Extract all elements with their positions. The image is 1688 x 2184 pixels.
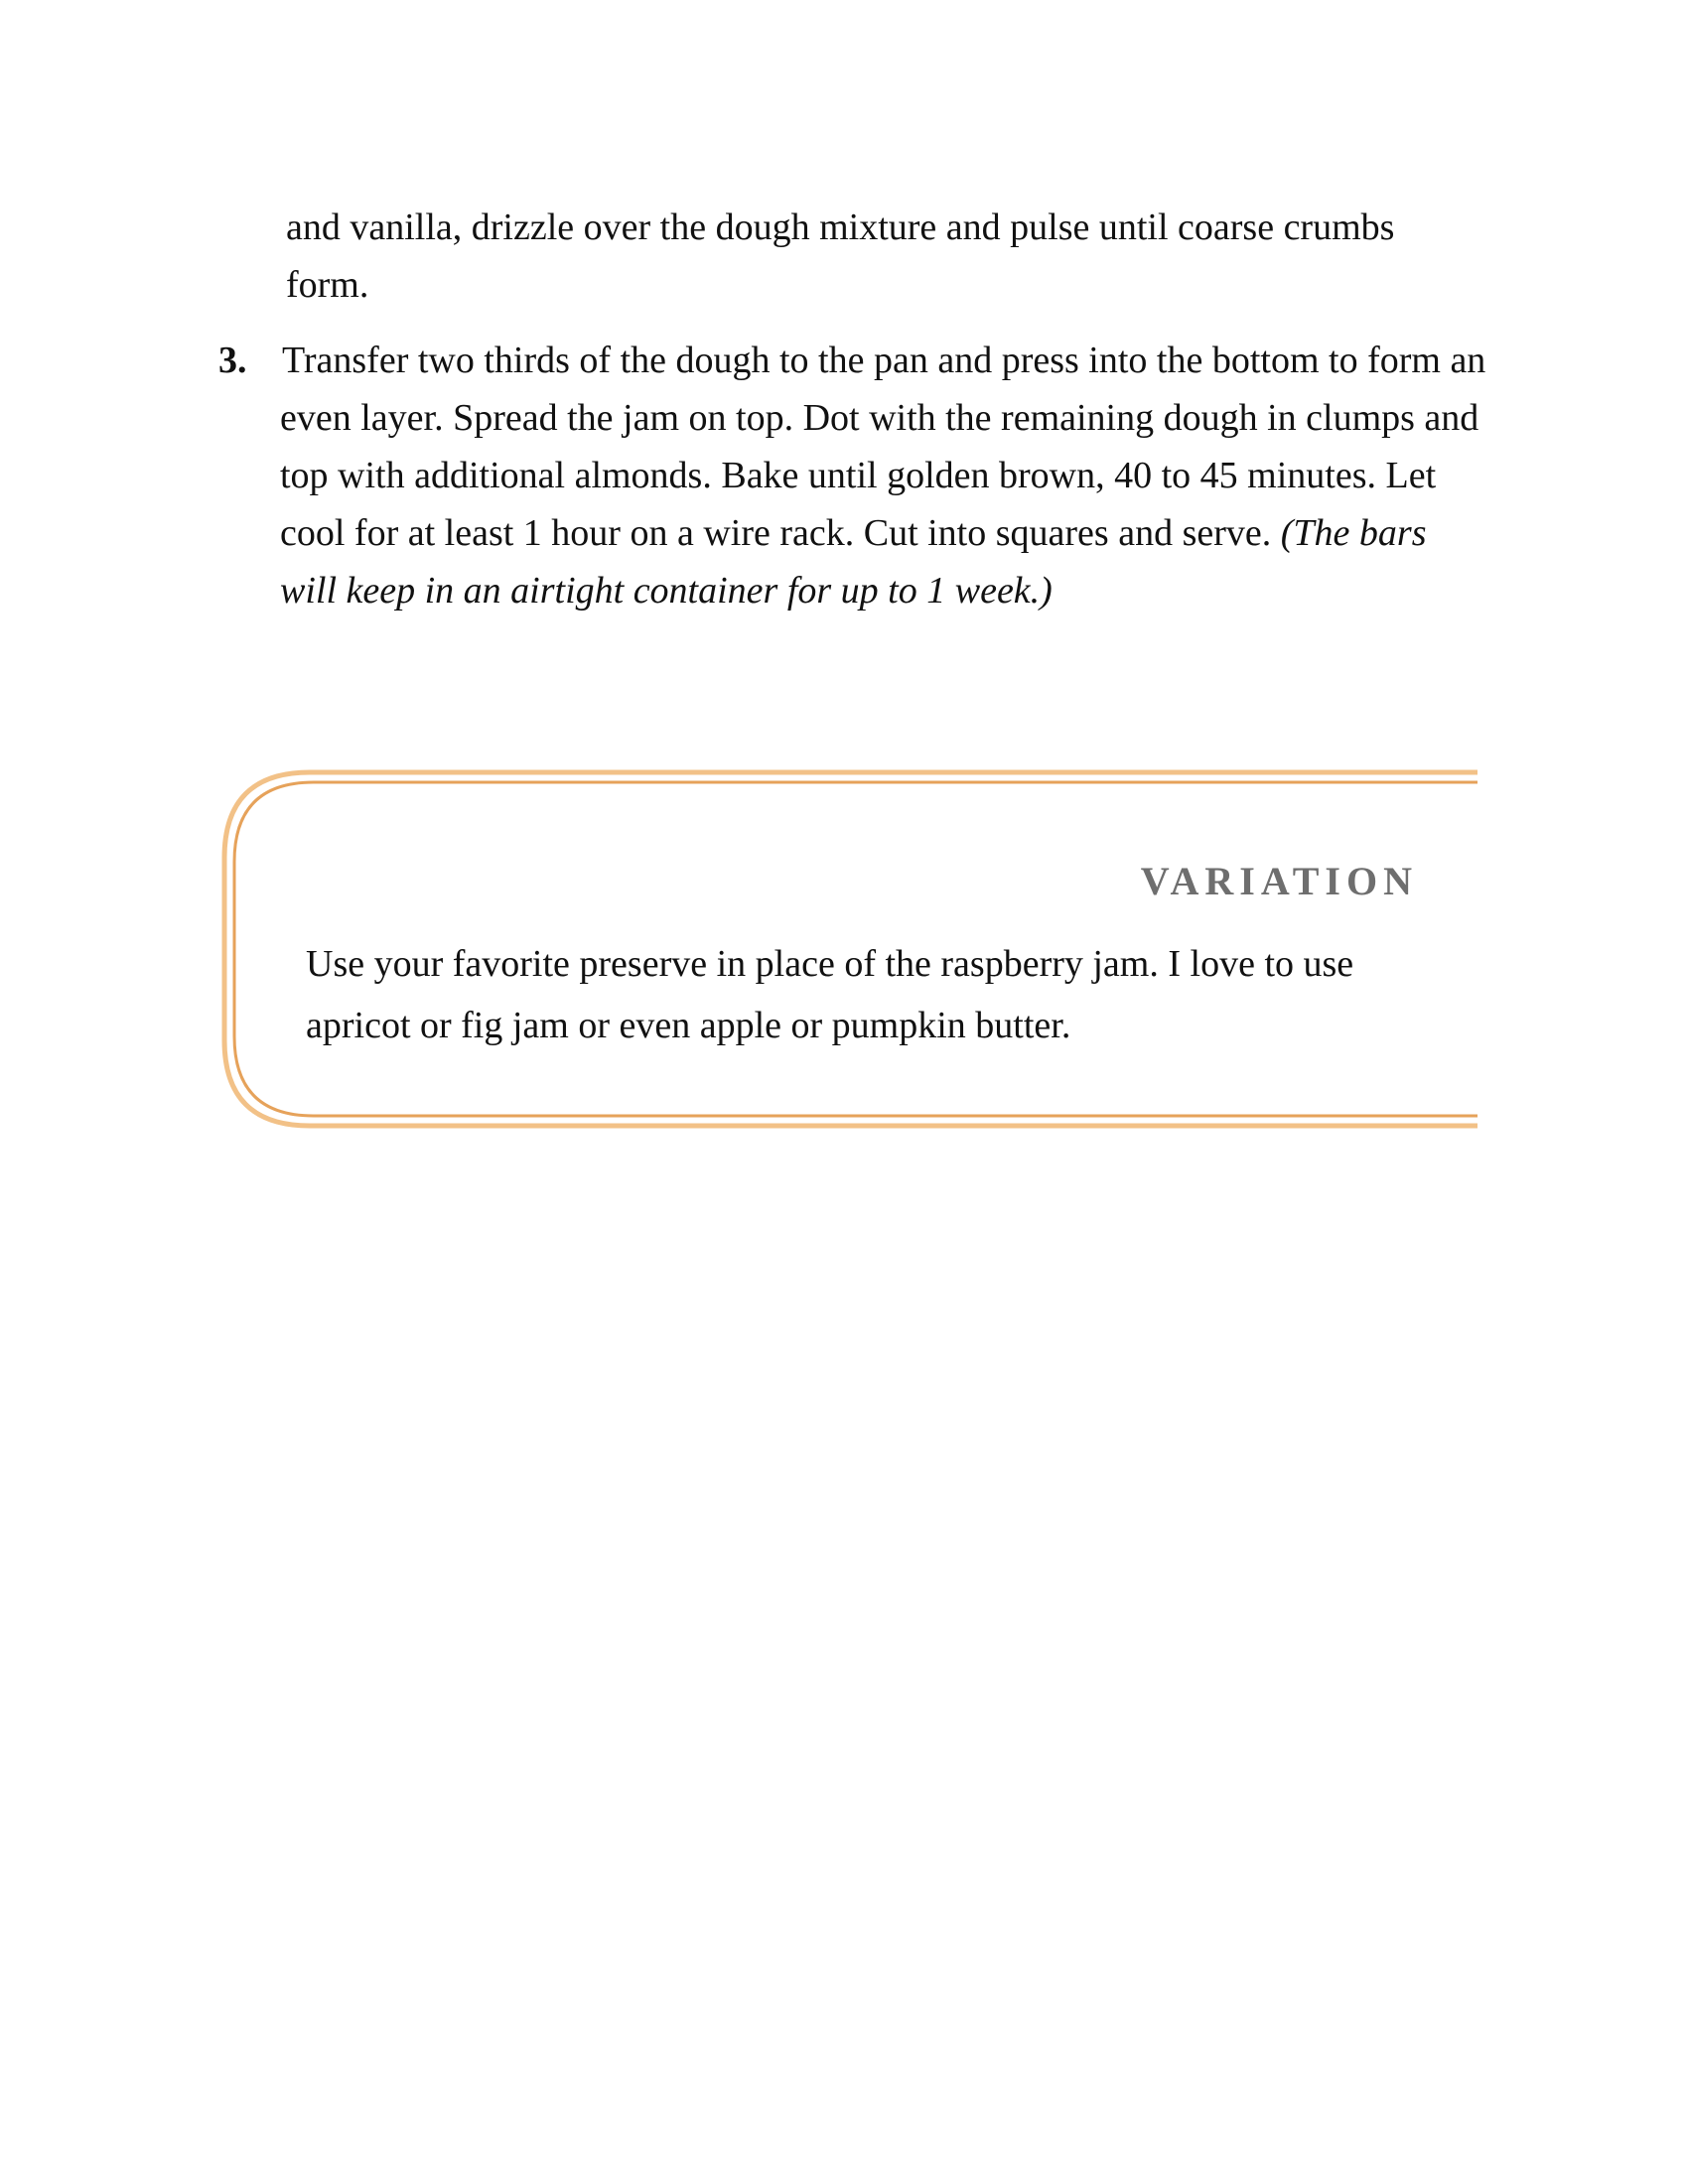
step-3-storage-note: (The bars will keep in an airtight container for up to 1 week.)	[280, 512, 1427, 612]
variation-body-text: Use your favorite preserve in place of the raspberry jam. I love to use apricot or fig jam or even apple or pumpkin butter.	[306, 943, 1354, 1046]
step-2-continuation-text: and vanilla, drizzle over the dough mixture and pulse until coarse crumbs form.	[286, 206, 1395, 306]
step-3-number: 3.	[218, 340, 247, 381]
variation-box	[220, 768, 1477, 1130]
step-3-text: Transfer two thirds of the dough to the pan and press into the bottom to form an even layer. Spread the jam on top. Dot with the remaining dough in clumps and top with additional almonds. Bake until golden brown, 40 to 45 minutes. Let cool for at least 1 hour on a wire rack. Cut into squares and serve.	[280, 340, 1486, 554]
step-3-body	[280, 332, 1491, 619]
variation-heading: VARIATION	[1140, 859, 1418, 903]
step-2-continuation	[286, 199, 1477, 314]
